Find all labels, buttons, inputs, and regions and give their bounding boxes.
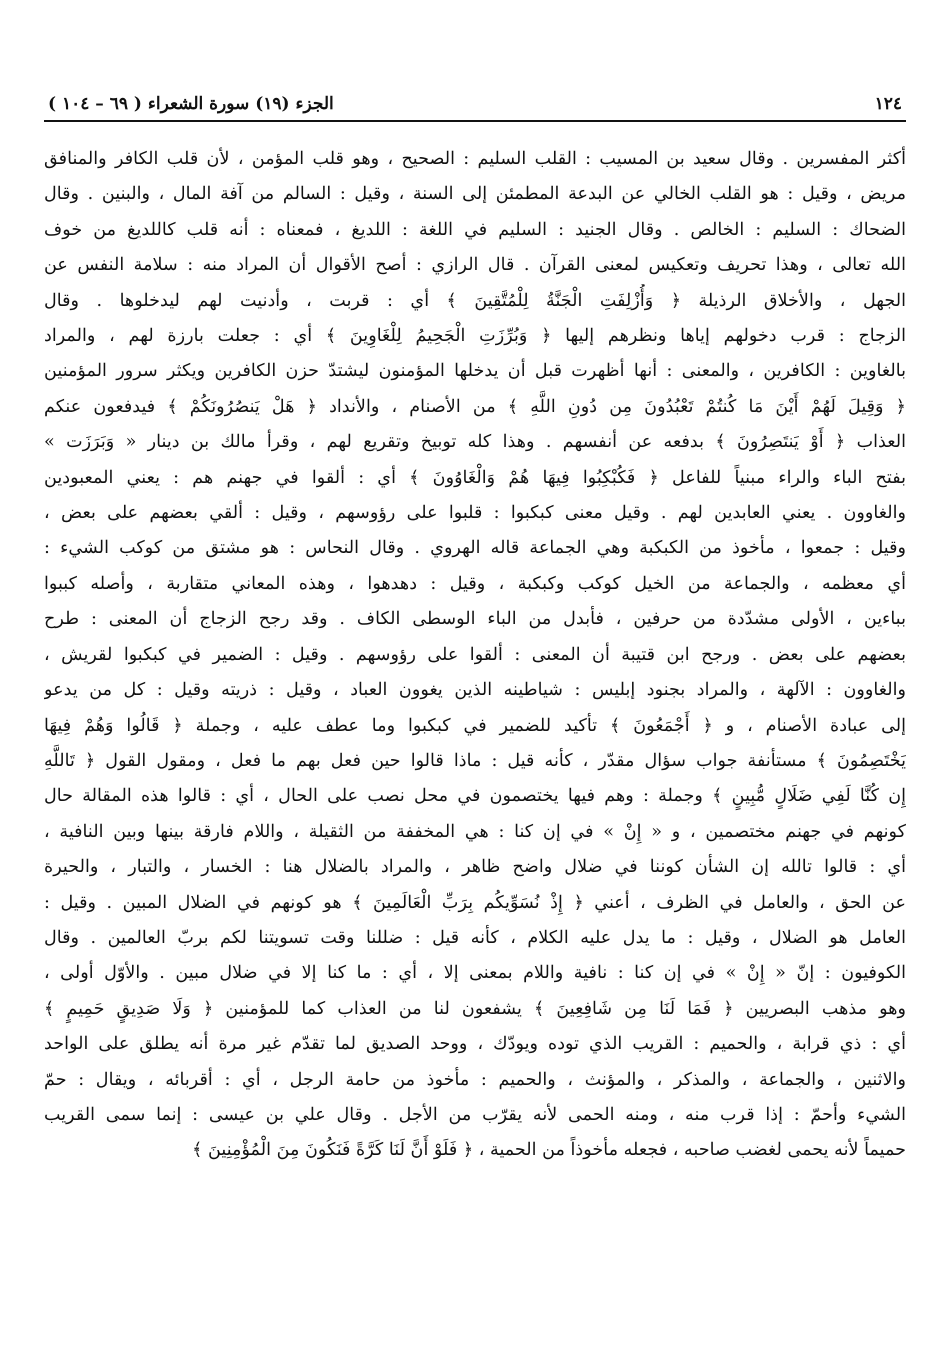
text-line: حميماً لأنه يحمى لغضب صاحبه ، فجعله مأخوذاً من الحمية ، ﴿ فَلَوْ أَنَّ لَنَا كَرَّةً فَنَكُونَ مِنَ الْمُؤْمِنِينَ ﴾ (192, 1140, 906, 1161)
text-line: الكوفيون : إنّ « إِنْ » في إن كنا : نافية واللام بمعنى إلا ، أي : ما كنا إلا في ضلال مبين . والأوّل أولى ، (44, 963, 906, 984)
text-line: الجهل ، والأخلاق الرذيلة ﴿ وَأُزْلِفَتِ الْجَنَّةُ لِلْمُتَّقِينَ ﴾ أي : قربت ، وأدنيت لهم ليدخلوها . وقال (44, 290, 906, 311)
text-line: بباءين ، الأولى مشدّدة من حرفين ، فأبدل من الباء الوسطى الكاف . وقد رجح الزجاج أن المعنى : طرح (44, 609, 906, 630)
text-line: عن الحق ، والعامل في الظرف ، أعني ﴿ إِذْ نُسَوِّيكُم بِرَبِّ الْعَالَمِينَ ﴾ هو كونهم في الضلال المبين . وقيل : (44, 892, 906, 913)
text-line: إِن كُنَّا لَفِي ضَلَالٍ مُّبِينٍ ﴾ وجملة : وهم فيها يختصمون في محل نصب على الحال ، أي : قالوا هذه المقالة حال (44, 786, 906, 807)
text-line: ﴿ وَقِيلَ لَهُمْ أَيْنَ مَا كُنتُمْ تَعْبُدُونَ مِن دُونِ اللَّهِ ﴾ من الأصنام ، والأنداد ﴿ هَلْ يَنصُرُونَكُمْ ﴾ فيدفعون عنكم (44, 396, 906, 417)
text-line: كونهم في جهنم مختصمين ، و « إِنْ » في إن كنا : هي المخففة من الثقيلة ، واللام فارقة بينها وبين النافية ، (44, 821, 906, 842)
text-line: والغاوون : الآلهة ، والمراد بجنود إبليس : شياطينه الذين يغوون العباد ، وقيل : ذريته وقيل : كل من يدعو (44, 680, 906, 701)
page-number: ١٢٤ (874, 94, 902, 114)
text-line: أي : ذي قرابة ، والحميم : القريب الذي توده ويودّك ، ووحد الصديق لما تقدّم غير مرة أنه يطلق على الواحد (44, 1034, 906, 1055)
text-line: أي معظمه ، والجماعة من الخيل كوكب وكبكبة ، وقيل : دهدهوا ، وهذه المعاني متقاربة ، وأصله كببوا (44, 573, 906, 594)
text-line: أي : قالوا تالله إن الشأن كوننا في ضلال واضح ظاهر ، والمراد بالضلال هنا : الخسار ، والتبار ، والحيرة (44, 857, 906, 878)
text-line: يَخْتَصِمُونَ ﴾ مستأنفة جواب سؤال مقدّر ، كأنه قيل : ماذا قالوا حين فعل بهم ما فعل ، ومقول القول ﴿ تَاللَّهِ (44, 750, 906, 771)
text-line: والاثنين ، والجماعة ، والمذكر ، والمؤنث ، والحميم : مأخوذ من حامة الرجل ، أي : أقربائه ، ويقال : حمّ (44, 1069, 906, 1090)
text-line: الضحاك : السليم : الخالص . وقال الجنيد : السليم في اللغة : اللديغ ، فمعناه : أنه قلب كاللديغ من خوف (44, 219, 906, 240)
body-text (44, 142, 906, 1169)
text-line: العذاب ﴿ أَوْ يَنتَصِرُونَ ﴾ بدفعه عن أنفسهم . وهذا كله توبيخ وتقريع لهم ، وقرأ مالك بن دينار « وَبَرَزَت » (44, 432, 906, 453)
text-line: أكثر المفسرين . وقال سعيد بن المسيب : القلب السليم : الصحيح ، وهو قلب المؤمن ، لأن قلب الكافر والمنافق (44, 149, 906, 169)
text-line: والغاوون . يعني العابدين لهم . وقيل معنى كبكبوا : قلبوا على رؤوسهم ، وقيل : ألقي بعضهم على بعض ، (44, 503, 906, 524)
text-line: بعضهم على بعض . ورجح ابن قتيبة أن المعنى : ألقوا على رؤوسهم . وقيل : الضمير في كبكبوا لقريش ، (44, 644, 906, 665)
text-line: إلى عبادة الأصنام ، و ﴿ أَجْمَعُونَ ﴾ تأكيد للضمير في كبكبوا وما عطف عليه ، وجملة ﴿ قَالُوا وَهُمْ فِيهَا (44, 715, 906, 736)
text-line: الشيء وأحمّ : إذا قرب منه ، ومنه الحمى لأنه يقرّب من الأجل . وقال علي بن عيسى : إنما سمى القريب (44, 1104, 906, 1125)
header-rule (44, 120, 906, 122)
text-line: وهو مذهب البصريين ﴿ فَمَا لَنَا مِن شَافِعِينَ ﴾ يشفعون لنا من العذاب كما للمؤمنين ﴿ وَلَا صَدِيقٍ حَمِيمٍ ﴾ (44, 998, 906, 1019)
page (44, 86, 906, 1169)
running-title: الجزء (١٩) سورة الشعراء ( ٦٩ – ١٠٤ ) (48, 94, 334, 114)
page-header (44, 86, 906, 118)
text-line: الزجاج : قرب دخولهم إياها ونظرهم إليها ﴿ وَبُرِّزَتِ الْجَحِيمُ لِلْغَاوِينَ ﴾ أي : جعلت بارزة لهم ، والمراد (44, 326, 906, 347)
text-line: مريض ، وقيل : هو القلب الخالي عن البدعة المطمئن إلى السنة ، وقيل : السالم من آفة المال ، والبنين . وقال (44, 184, 906, 205)
text-line: الله تعالى ، وهذا تحريف وتعكيس لمعنى القرآن . قال الرازي : أصح الأقوال أن المراد منه : سلامة النفس عن (44, 255, 906, 276)
text-line: وقيل : جمعوا ، مأخوذ من الكبكبة وهي الجماعة قاله الهروي . وقال النحاس : هو مشتق من كوكب الشيء : (44, 538, 906, 559)
text-line: بالغاوين : الكافرين ، والمعنى : أنها أظهرت قبل أن يدخلها المؤمنون ليشتدّ حزن الكافرين ويكثر سرور المؤمنين (44, 361, 906, 382)
text-line: بفتح الباء والراء مبنياً للفاعل ﴿ فَكُبْكِبُوا فِيهَا هُمْ وَالْغَاوُونَ ﴾ أي : ألقوا في جهنم هم : يعني المعبودين (44, 467, 906, 488)
text-line: العامل هو الضلال ، وقيل : ما يدل عليه الكلام ، كأنه قيل : ضللنا وقت تسويتنا لكم بربّ العالمين . وقال (44, 927, 906, 948)
